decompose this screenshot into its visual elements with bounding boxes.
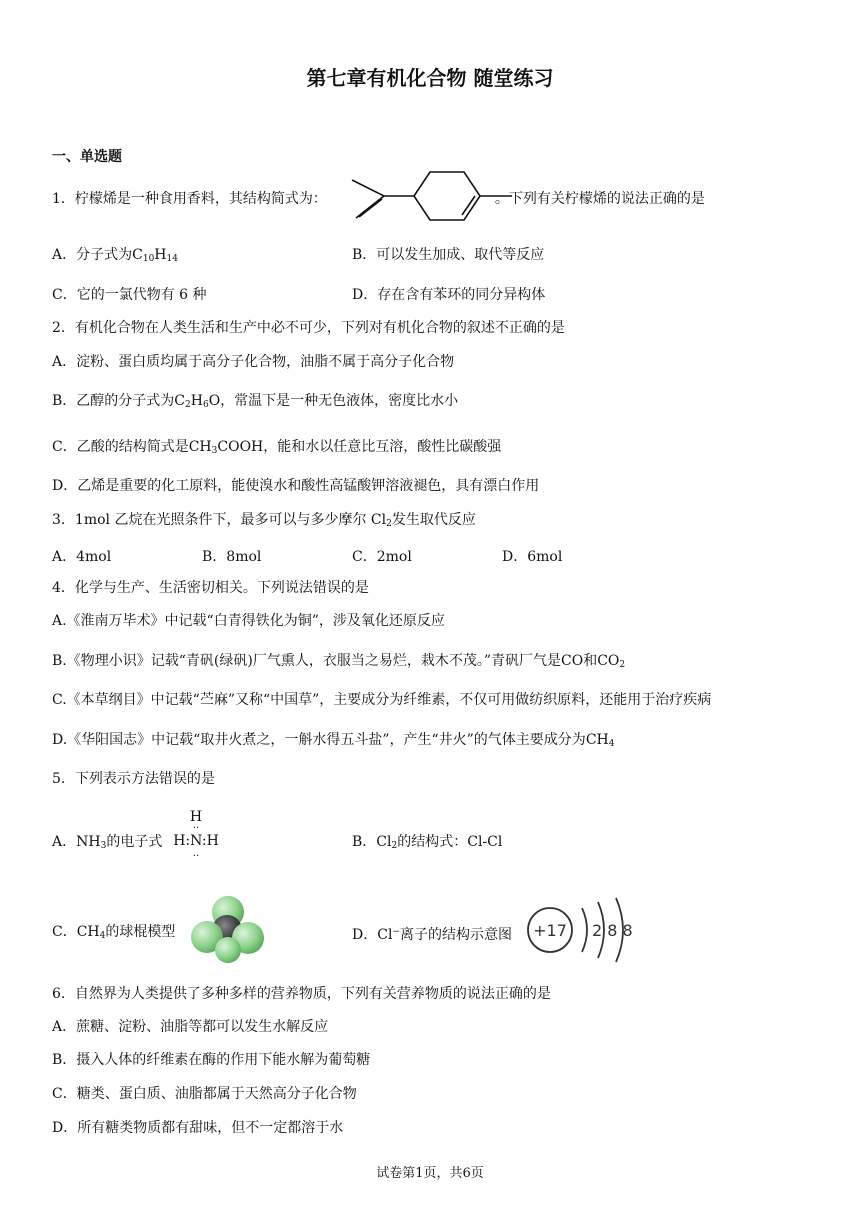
q4-stem: 4．化学与生产、生活密切相关。下列说法错误的是 <box>52 580 369 596</box>
q1-stem-part-b: 。下列有关柠檬烯的说法正确的是 <box>494 191 705 207</box>
q4-d-text: D.《华阳国志》中记载“取井火煮之，一斛水得五斗盐”，产生“井火”的气体主要成分为 <box>52 732 586 748</box>
q5-b-formula: Cl <box>376 834 392 850</box>
q4-d-ch-sub: 4 <box>608 739 615 749</box>
q2-b-text: ，常温下是一种无色液体，密度比水小 <box>220 393 459 409</box>
q1-a-h: H <box>154 247 167 263</box>
q1-a-c: C <box>132 247 143 263</box>
q4-d-ch: CH <box>585 732 609 748</box>
q2-b-f4: O <box>208 393 221 409</box>
q3-stem-text: 3．1mol 乙烷在光照条件下，最多可以与多少摩尔 Cl <box>52 512 387 528</box>
q4-b-text: B.《物理小识》记载“青矾(绿矾)厂气熏人，衣服当之易烂，栽木不茂。”青矾厂气是 <box>52 653 561 669</box>
q2-option-c <box>52 438 501 460</box>
q1-option-a <box>52 246 178 268</box>
q3-stem-post: 发生取代反应 <box>391 512 476 528</box>
q2-b-f3: 6 <box>202 400 209 410</box>
q1-option-c: C．它的一氯代物有 6 种 <box>52 287 207 303</box>
q3-stem <box>52 511 476 533</box>
q5-option-a <box>52 833 162 855</box>
q5-option-c <box>52 923 175 945</box>
q5-a-formula: NH <box>76 834 101 850</box>
q2-b-f1: 2 <box>185 400 191 410</box>
q2-c-label: C．乙酸的结构简式是 <box>52 439 189 455</box>
section-heading: 一、单选题 <box>52 149 122 165</box>
q5-c-label: C． <box>52 924 77 940</box>
q1-a-h-sub: 14 <box>166 254 178 264</box>
q3-option-a: A．4mol <box>52 549 112 565</box>
q3-option-d: D．6mol <box>502 549 563 565</box>
q5-stem: 5．下列表示方法错误的是 <box>52 771 215 787</box>
q2-option-b <box>52 392 458 414</box>
q5-option-b <box>352 833 502 855</box>
q1-option-d: D．存在含有苯环的同分异构体 <box>352 287 546 303</box>
q5-option-d <box>352 923 512 944</box>
ed-h-top: H <box>189 809 203 825</box>
q5-a-sub: 3 <box>100 841 107 851</box>
q5-a-label: A． <box>52 834 77 850</box>
q6-option-b: B．摄入人体的纤维素在酶的作用下能水解为葡萄糖 <box>52 1052 371 1068</box>
q2-option-d: D．乙烯是重要的化工原料，能使溴水和酸性高锰酸钾溶液褪色，具有漂白作用 <box>52 478 540 494</box>
q5-a-text: 的电子式 <box>106 834 163 850</box>
q5-c-text: 的球棍模型 <box>105 924 176 940</box>
q2-c-f1: 3 <box>211 446 218 456</box>
q6-stem: 6．自然界为人类提供了多种多样的营养物质，下列有关营养物质的说法正确的是 <box>52 986 551 1002</box>
ch4-ball-stick-model-icon <box>190 892 266 964</box>
q4-option-c: C.《本草纲目》中记载“苎麻”又称“中国草”，主要成分为纤维素，不仅可用做纺织原料，还能用于治疗疾病 <box>52 692 712 708</box>
q5-c-formula: CH <box>76 924 100 940</box>
q1-option-b: B．可以发生加成、取代等反应 <box>352 247 545 263</box>
ion-nucleus-label: +17 <box>533 921 567 940</box>
q4-b-co: CO <box>560 653 584 669</box>
q5-d-sup: − <box>392 927 400 937</box>
q2-option-a: A．淀粉、蛋白质均属于高分子化合物，油脂不属于高分子化合物 <box>52 354 455 370</box>
q4-option-b <box>52 652 625 674</box>
q5-c-sub: 4 <box>99 931 106 941</box>
q6-option-d: D．所有糖类物质都有甜味，但不一定都溶于水 <box>52 1120 344 1136</box>
q5-d-label: D． <box>352 927 378 943</box>
q4-b-co2-sub: 2 <box>619 660 626 670</box>
q1-stem-part-a: 1．柠檬烯是一种食用香料，其结构简式为： <box>52 191 327 207</box>
q5-b-label: B． <box>352 834 377 850</box>
ion-shell-electrons: 2 8 8 <box>592 921 633 940</box>
q2-c-f2: COOH <box>217 439 264 455</box>
page-footer: 试卷第1页，共6页 <box>376 1166 484 1181</box>
nh3-electron-diagram <box>170 810 222 862</box>
q2-b-f0: C <box>174 393 186 409</box>
q3-option-c: C．2mol <box>352 549 412 565</box>
q6-option-a: A．蔗糖、淀粉、油脂等都可以发生水解反应 <box>52 1019 329 1035</box>
q5-d-text: 离子的结构示意图 <box>399 927 512 943</box>
q5-b-text: 的结构式：Cl-Cl <box>397 834 503 850</box>
ed-mid-row: H:N:H <box>173 833 219 849</box>
q4-b-and: 和 <box>583 653 598 669</box>
q1-a-c-sub: 10 <box>142 254 155 264</box>
ed-dots-bottom: ·· <box>192 851 200 862</box>
q1-a-label: A．分子式为 <box>52 247 133 263</box>
q3-option-b: B．8mol <box>202 549 262 565</box>
q2-c-text: ，能和水以任意比互溶，酸性比碳酸强 <box>263 439 502 455</box>
cl-ion-structure-diagram-icon <box>524 894 642 964</box>
page-title: 第七章有机化合物 随堂练习 <box>306 66 554 90</box>
q6-option-c: C．糖类、蛋白质、油脂都属于天然高分子化合物 <box>52 1086 357 1102</box>
q2-c-f0: CH <box>188 439 212 455</box>
q4-b-co2: CO <box>597 653 620 669</box>
q5-b-sub: 2 <box>391 841 398 851</box>
q4-option-a: A.《淮南万毕术》中记载“白青得铁化为铜”，涉及氧化还原反应 <box>52 613 445 629</box>
q2-stem: 2．有机化合物在人类生活和生产中必不可少，下列对有机化合物的叙述不正确的是 <box>52 320 565 336</box>
limonene-structure-icon <box>346 166 518 228</box>
q2-b-label: B．乙醇的分子式为 <box>52 393 175 409</box>
ed-dots-top: ·· <box>192 823 200 834</box>
q2-b-f2: H <box>190 393 203 409</box>
q3-stem-sub: 2 <box>386 519 392 529</box>
q5-d-formula: Cl <box>377 927 393 943</box>
q4-option-d <box>52 731 614 753</box>
